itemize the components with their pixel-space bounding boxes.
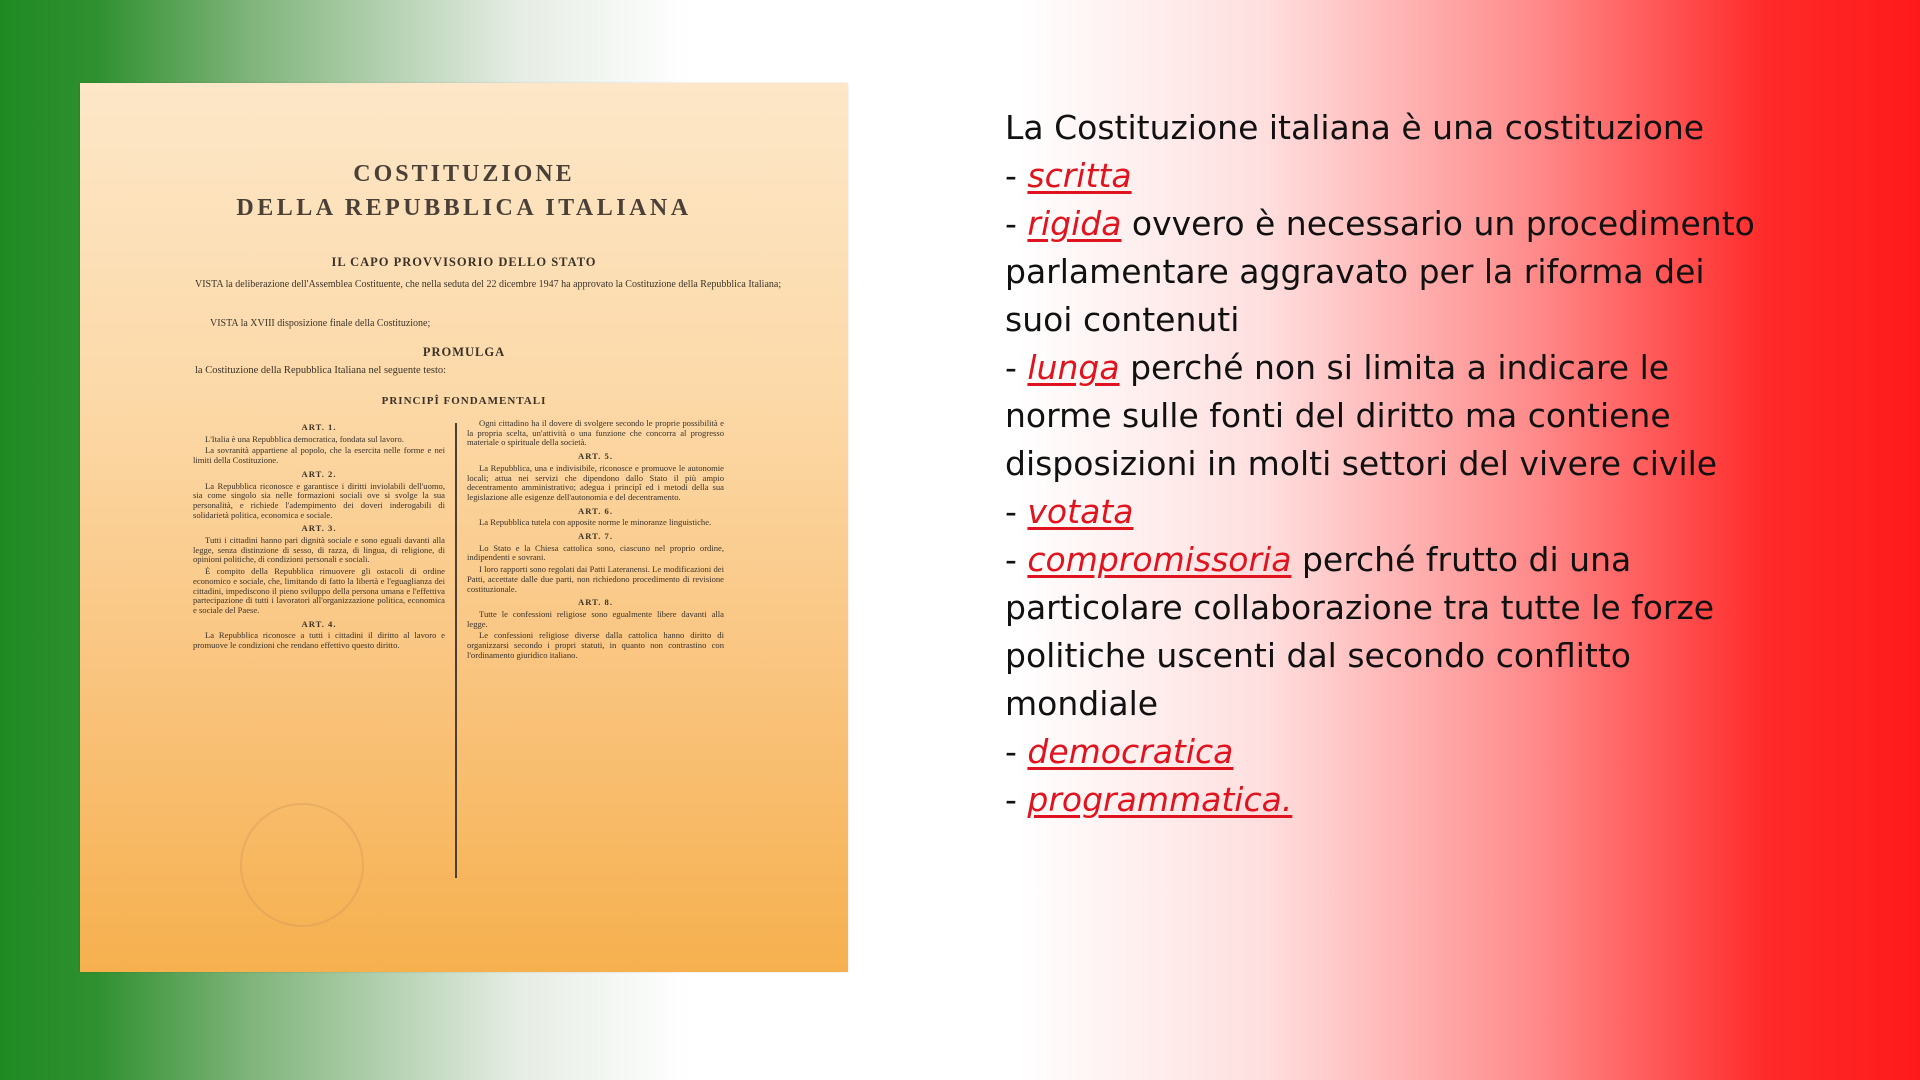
art-text: Tutte le confessioni religiose sono egualmente libere davanti alla legge.	[467, 608, 724, 629]
document-title-line2: DELLA REPUBBLICA ITALIANA	[236, 195, 692, 221]
keyword-programmatica: programmatica.	[1027, 780, 1293, 819]
item-programmatica	[1005, 776, 1865, 824]
document-right-column	[467, 419, 724, 662]
art-text: La Repubblica riconosce a tutti i cittadini il diritto al lavoro e promuove le condizioni che rendano effettivo questo diritto.	[193, 630, 445, 651]
art-text: La Repubblica tutela con apposite norme le minoranze linguistiche.	[479, 517, 712, 528]
art-label: ART. 5.	[578, 451, 613, 462]
keyword-democratica: democratica	[1027, 732, 1234, 771]
art-label: ART. 6.	[578, 505, 613, 516]
keyword-votata: votata	[1027, 492, 1134, 531]
art-text: La sovranità appartiene al popolo, che la esercita nelle forme e nei limiti della Costituzione.	[193, 445, 445, 466]
column-divider	[455, 423, 457, 878]
dash: -	[1005, 540, 1028, 579]
text-line: particolare collaborazione tra tutte le forze	[1005, 588, 1715, 627]
art-text: Ogni cittadino ha il dovere di svolgere secondo le proprie possibilità e la propria scelta, un'attività o una funzione che concorra al progresso materiale o spirituale della società.	[467, 418, 724, 448]
keyword-compromissoria: compromissoria	[1027, 540, 1292, 579]
dash: -	[1005, 156, 1028, 195]
document-preamble2: VISTA la XVIII disposizione finale della Costituzione;	[210, 318, 431, 329]
lunga-text: perché non si limita a indicare le	[1119, 348, 1670, 387]
faded-seal	[240, 803, 364, 927]
document-title-line1: COSTITUZIONE	[353, 161, 575, 187]
art-text: Le confessioni religiose diverse dalla cattolica hanno diritto di organizzarsi secondo i propri statuti, in quanto non contrastino con l'ordinamento giuridico italiano.	[467, 630, 724, 660]
text-line: disposizioni in molti settori del vivere civile	[1005, 444, 1718, 483]
art-label: ART. 4.	[301, 618, 337, 629]
item-votata	[1005, 488, 1865, 536]
text-line: politiche uscenti dal secondo conflitto	[1005, 636, 1631, 675]
text-line: parlamentare aggravato per la riforma dei	[1005, 252, 1705, 291]
keyword-lunga: lunga	[1027, 348, 1120, 387]
document-preamble1: VISTA la deliberazione dell'Assemblea Costituente, che nella seduta del 22 dicembre 1947 ha approvato la Costituzione della Repubblica Italiana;	[195, 279, 782, 290]
keyword-rigida: rigida	[1027, 204, 1122, 243]
rigida-text: ovvero è necessario un procedimento	[1121, 204, 1755, 243]
art-text: Lo Stato e la Chiesa cattolica sono, ciascuno nel proprio ordine, indipendenti e sovrani.	[467, 542, 724, 563]
dash: -	[1005, 204, 1028, 243]
art-text: È compito della Repubblica rimuovere gli ostacoli di ordine economico e sociale, che, limitando di fatto la libertà e l'eguaglianza dei cittadini, impediscono il pieno sviluppo della persona umana e l'effettiva partecipazione di tutti i lavoratori all'organizzazione politica, economica e sociale del Paese.	[193, 566, 445, 615]
art-text: I loro rapporti sono regolati dai Patti Lateranensi. Le modificazioni dei Patti, accettate dalle due parti, non richiedono procedimento di revisione costituzionale.	[467, 564, 724, 594]
item-scritta	[1005, 152, 1865, 200]
text-line: norme sulle fonti del diritto ma contiene	[1005, 396, 1671, 435]
document-promulga-text: la Costituzione della Repubblica Italiana nel seguente testo:	[195, 365, 447, 376]
art-label: ART. 8.	[578, 597, 613, 608]
document-header: IL CAPO PROVVISORIO DELLO STATO	[331, 255, 597, 269]
item-compromissoria	[1005, 536, 1865, 584]
art-text: L'Italia è una Repubblica democratica, fondata sul lavoro.	[205, 433, 404, 444]
dash: -	[1005, 348, 1028, 387]
art-label: ART. 7.	[578, 531, 613, 542]
dash: -	[1005, 780, 1028, 819]
item-rigida	[1005, 200, 1865, 248]
text-line: suoi contenuti	[1005, 300, 1240, 339]
compromissoria-text: perché frutto di una	[1291, 540, 1632, 579]
art-text: Tutti i cittadini hanno pari dignità sociale e sono eguali davanti alla legge, senza distinzione di sesso, di razza, di lingua, di religione, di opinioni politiche, di condizioni personali e sociali.	[193, 535, 445, 565]
item-democratica	[1005, 728, 1865, 776]
constitution-characteristics-text	[1005, 104, 1865, 824]
text-line: mondiale	[1005, 684, 1159, 723]
item-lunga	[1005, 344, 1865, 392]
art-label: ART. 2.	[301, 468, 337, 479]
keyword-scritta: scritta	[1027, 156, 1132, 195]
art-text: La Repubblica, una e indivisibile, riconosce e promuove le autonomie locali; attua nei servizi che dipendono dallo Stato il più ampio decentramento amministrativo; adegua i principî ed i metodi della sua legislazione alle esigenze dell'autonomia e del decentramento.	[467, 462, 724, 502]
document-left-column	[193, 419, 445, 653]
art-text: La Repubblica riconosce e garantisce i diritti inviolabili dell'uomo, sia come singolo sia nelle formazioni sociali ove si svolge la sua personalità, e richiede l'adempimento dei doveri inderogabili di solidarietà politica, economica e sociale.	[193, 480, 445, 520]
intro-line	[1005, 104, 1865, 152]
document-promulga: PROMULGA	[422, 345, 506, 359]
dash: -	[1005, 732, 1028, 771]
constitution-document-image	[80, 83, 848, 972]
dash: -	[1005, 492, 1028, 531]
intro-text: La Costituzione italiana è una costituzione	[1005, 108, 1705, 147]
art-label: ART. 1.	[301, 422, 337, 432]
document-section-title: PRINCIPÎ FONDAMENTALI	[381, 395, 547, 407]
art-label: ART. 3.	[301, 523, 337, 534]
